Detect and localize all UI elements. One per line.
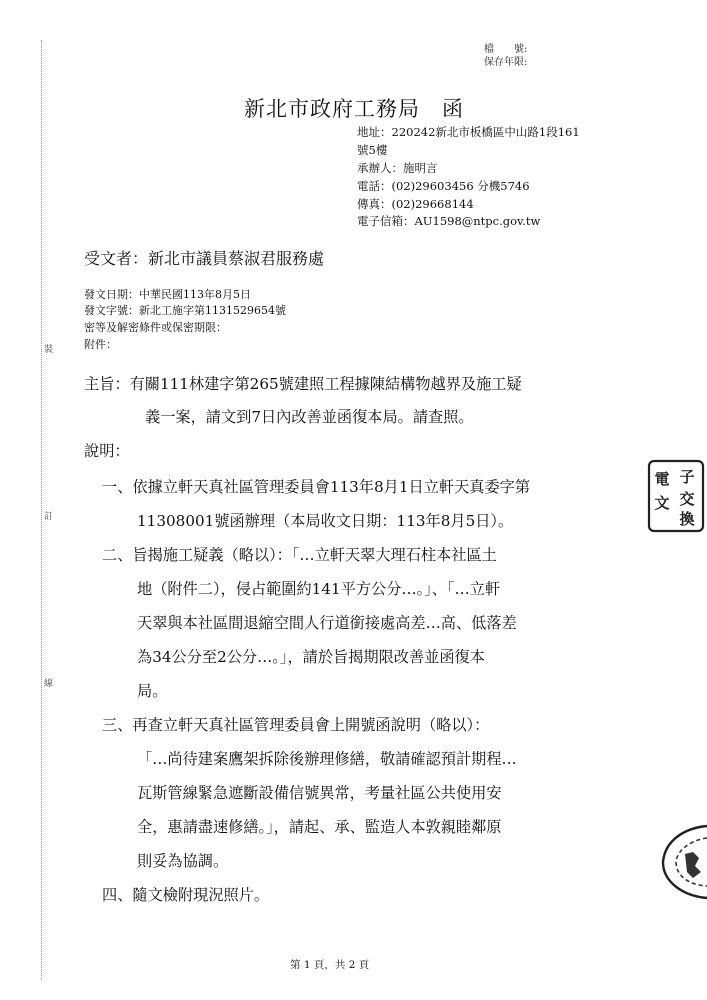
file-number-label: 檔 號: <box>484 44 528 55</box>
explanation-heading: 說明： <box>84 442 130 460</box>
item-2-line-5: 局。 <box>137 682 168 700</box>
document-title: 新北市政府工務局 函 <box>244 97 464 121</box>
item-3-line-3: 瓦斯管線緊急遮斷設備信號異常，考量社區公共使用安 <box>137 784 502 802</box>
item-3-line-5: 則妥為協調。 <box>137 852 229 870</box>
binding-line <box>41 40 42 980</box>
sender-phone: 電話：(02)29603456 分機5746 <box>357 179 530 193</box>
item-3-line-1: 三、再查立軒天真社區管理委員會上開號函說明（略以）： <box>102 716 490 734</box>
issue-number: 發文字號：新北工施字第1131529654號 <box>84 304 286 317</box>
sender-email: 電子信箱：AU1598@ntpc.gov.tw <box>357 214 541 228</box>
attachment-label: 附件： <box>84 338 117 351</box>
item-3-line-4: 全，惠請盡速修繕。」，請起、承、監造人本敦親睦鄰原 <box>137 818 502 836</box>
sender-address-line1: 地址：220242新北市板橋區中山路1段161 <box>357 125 580 139</box>
binding-mark-bottom: 線 <box>44 679 54 689</box>
sender-address-line2: 號5樓 <box>357 143 388 157</box>
item-4-line-1: 四、隨文檢附現況照片。 <box>102 886 270 904</box>
item-2-line-4: 為34公分至2公分…。」，請於旨揭期限改善並函復本 <box>137 648 485 666</box>
subject-line-1: 主旨：有關111林建字第265號建照工程據陳結構物越界及施工疑 <box>84 375 522 393</box>
item-1-line-2: 11308001號函辦理（本局收文日期：113年8月5日）。 <box>137 512 514 530</box>
item-2-line-3: 天翠與本社區間退縮空間人行道銜接處高差…高、低落差 <box>137 614 517 632</box>
seal-char-2: 子 <box>679 468 695 486</box>
seal-char-1: 電 <box>654 470 670 488</box>
issue-date: 發文日期：中華民國113年8月5日 <box>84 288 251 301</box>
item-3-line-2: 「…尚待建案鷹架拆除後辦理修繕，敬請確認預計期程… <box>137 750 517 768</box>
binding-mark-top: 裝 <box>44 345 54 355</box>
seal-char-5: 換 <box>679 510 695 528</box>
page-number: 第 1 頁，共 2 頁 <box>290 959 370 971</box>
sender-contact: 承辦人：施明言 <box>357 161 438 175</box>
recipient: 受文者：新北市議員蔡淑君服務處 <box>84 249 325 268</box>
electronic-exchange-seal <box>645 458 707 534</box>
partial-round-stamp <box>655 822 707 902</box>
secrecy-condition: 密等及解密條件或保密期限： <box>84 321 227 334</box>
item-2-line-1: 二、旨揭施工疑義（略以）：「…立軒天翠大理石柱本社區土 <box>102 546 497 564</box>
item-2-line-2: 地（附件二），侵占範圍約141平方公分…。」、「…立軒 <box>137 580 501 598</box>
seal-char-4: 交 <box>679 490 695 508</box>
seal-char-3: 文 <box>654 494 670 512</box>
subject-line-2: 義一案，請文到7日內改善並函復本局。請查照。 <box>145 408 474 426</box>
retention-label: 保存年限: <box>484 57 528 68</box>
sender-fax: 傳真：(02)29668144 <box>357 197 474 211</box>
item-1-line-1: 一、依據立軒天真社區管理委員會113年8月1日立軒天真委字第 <box>102 478 531 496</box>
binding-mark-middle: 訂 <box>44 512 54 522</box>
